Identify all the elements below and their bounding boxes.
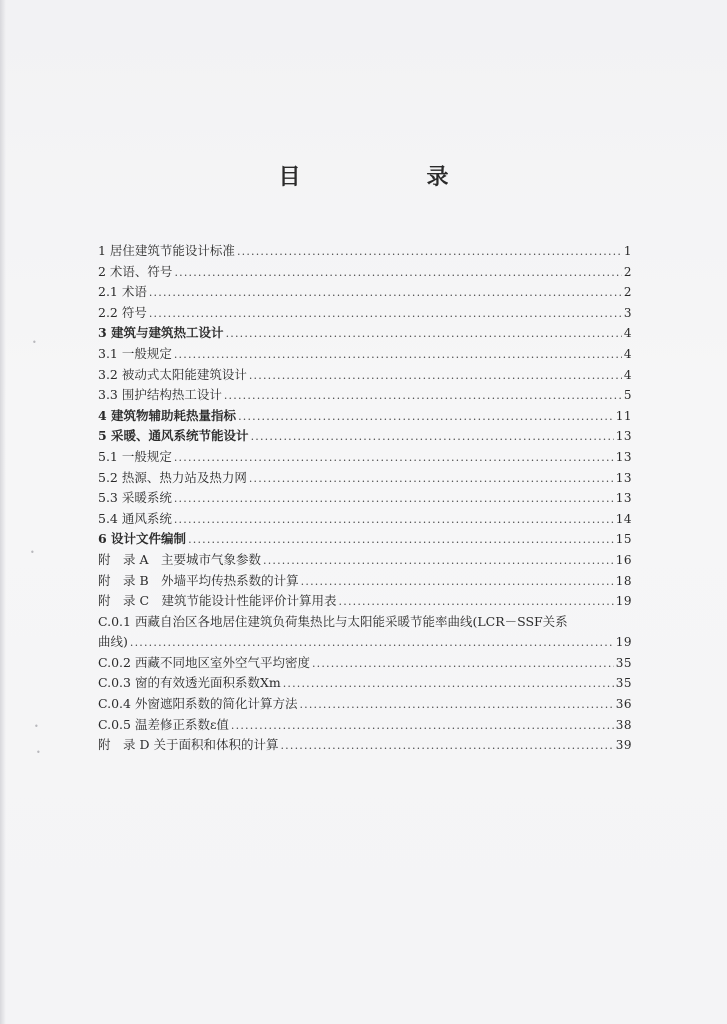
- toc-entry[interactable]: [98, 488, 632, 509]
- toc-entry[interactable]: [98, 715, 632, 736]
- toc-entry-label: 5.4 通风系统: [98, 510, 172, 526]
- toc-entry-page: 13: [615, 449, 632, 464]
- toc-entry-page: 18: [615, 573, 632, 588]
- toc-entry[interactable]: [98, 673, 632, 694]
- toc-entry-page: 38: [615, 717, 632, 732]
- toc-entry-label: C.0.1 西藏自治区各地居住建筑负荷集热比与太阳能采暖节能率曲线(LCR－SSF关系: [98, 613, 568, 629]
- toc-entry[interactable]: [98, 694, 632, 715]
- toc-leader-dots: [301, 575, 614, 588]
- toc-entry-label: 5.1 一般规定: [98, 448, 172, 464]
- scan-speck: •: [36, 748, 41, 757]
- toc-entry-page: 2: [623, 285, 632, 300]
- toc-entry-label: 6 设计文件编制: [98, 531, 187, 547]
- toc-entry-label: C.0.3 窗的有效透光面积系数Xm: [98, 675, 281, 691]
- toc-entry-page: 2: [623, 264, 632, 279]
- toc-entry[interactable]: [98, 550, 632, 571]
- toc-entry-label: 5.3 采暖系统: [98, 490, 172, 506]
- toc-entry[interactable]: [98, 447, 632, 468]
- toc-leader-dots: [231, 719, 614, 732]
- toc-entry-page: 16: [615, 552, 632, 567]
- toc-entry[interactable]: [98, 426, 632, 447]
- toc-leader-dots: [251, 430, 614, 443]
- toc-entry[interactable]: [98, 303, 632, 324]
- toc-leader-dots: [174, 492, 614, 505]
- toc-leader-dots: [339, 595, 614, 608]
- toc-leader-dots: [238, 410, 614, 423]
- toc-entry-page: 4: [623, 367, 632, 382]
- toc-entry[interactable]: [98, 406, 632, 427]
- toc-entry[interactable]: [98, 468, 632, 489]
- toc-entry-page: 14: [615, 511, 632, 526]
- toc-leader-dots: [130, 636, 614, 649]
- toc-entry-page: 3: [623, 305, 632, 320]
- toc-leader-dots: [312, 657, 614, 670]
- toc-entry-label: 2.2 符号: [98, 304, 147, 320]
- toc-leader-dots: [174, 451, 614, 464]
- toc-entry-page: 13: [615, 470, 632, 485]
- toc-leader-dots: [237, 245, 622, 258]
- toc-leader-dots: [299, 698, 613, 711]
- toc-entry-page: 1: [623, 244, 632, 258]
- toc-entry-label: 2 术语、符号: [98, 263, 173, 279]
- toc-leader-dots: [188, 533, 614, 546]
- toc-entry[interactable]: [98, 282, 632, 303]
- scan-speck: •: [30, 548, 35, 557]
- toc-leader-dots: [174, 513, 614, 526]
- toc-entry[interactable]: [98, 241, 632, 262]
- toc-leader-dots: [280, 739, 613, 752]
- toc-entry-page: 11: [615, 408, 632, 423]
- toc-entry[interactable]: [98, 365, 632, 386]
- toc-entry[interactable]: [98, 509, 632, 530]
- toc-leader-dots: [224, 389, 622, 402]
- toc-entry[interactable]: [98, 571, 632, 592]
- toc-entry-label: 附 录 C 建筑节能设计性能评价计算用表: [98, 593, 337, 609]
- toc-entry-label: 曲线): [98, 634, 128, 650]
- toc-entry-page: 4: [623, 346, 632, 361]
- toc-entry[interactable]: [98, 344, 632, 365]
- scan-speck: •: [34, 722, 39, 731]
- toc-entry-label: 附 录 D 关于面积和体积的计算: [98, 737, 279, 753]
- toc-entry-label: 附 录 A 主要城市气象参数: [98, 551, 262, 567]
- toc-entry-page: 35: [615, 655, 632, 670]
- toc-leader-dots: [149, 307, 622, 320]
- toc-entry-page: 5: [623, 388, 632, 403]
- toc-leader-dots: [263, 554, 614, 567]
- toc-entry[interactable]: [98, 591, 632, 612]
- toc-entry-label: 3 建筑与建筑热工设计: [98, 325, 224, 341]
- toc-leader-dots: [249, 472, 614, 485]
- toc-entry-label: 1 居住建筑节能设计标准: [98, 243, 235, 258]
- toc-entry-label: C.0.5 温差修正系数ε值: [98, 716, 229, 732]
- toc-entry-page: 19: [615, 594, 632, 609]
- toc-entry-page: 36: [615, 697, 632, 712]
- scan-speck: •: [32, 338, 37, 347]
- toc-entry-label: 2.1 术语: [98, 284, 147, 300]
- toc-entry-page: 13: [615, 429, 632, 444]
- table-of-contents: [98, 241, 632, 756]
- toc-entry-page: 19: [615, 635, 632, 650]
- toc-entry-label: 3.2 被动式太阳能建筑设计: [98, 366, 247, 382]
- toc-leader-dots: [174, 348, 622, 361]
- toc-leader-dots: [283, 677, 614, 690]
- toc-entry-label: 3.1 一般规定: [98, 345, 172, 361]
- toc-entry[interactable]: [98, 323, 632, 344]
- toc-entry[interactable]: [98, 612, 632, 633]
- toc-entry[interactable]: [98, 653, 632, 674]
- toc-entry-page: 35: [615, 676, 632, 691]
- toc-leader-dots: [174, 266, 621, 279]
- toc-entry-page: 39: [615, 738, 632, 753]
- page-title: 目 录: [278, 164, 501, 190]
- toc-leader-dots: [226, 327, 622, 340]
- toc-leader-dots: [249, 369, 622, 382]
- toc-entry[interactable]: [98, 735, 632, 756]
- toc-entry-label: 4 建筑物辅助耗热量指标: [98, 407, 237, 423]
- toc-entry[interactable]: [98, 385, 632, 406]
- toc-entry-label: C.0.2 西藏不同地区室外空气平均密度: [98, 654, 310, 670]
- toc-entry-label: 3.3 围护结构热工设计: [98, 387, 222, 403]
- toc-leader-dots: [149, 286, 622, 299]
- toc-entry-label: 附 录 B 外墙平均传热系数的计算: [98, 572, 299, 588]
- toc-entry-label: 5 采暖、通风系统节能设计: [98, 428, 249, 444]
- toc-entry-label: C.0.4 外窗遮阳系数的简化计算方法: [98, 696, 298, 712]
- toc-entry-label: 5.2 热源、热力站及热力网: [98, 469, 247, 485]
- toc-entry[interactable]: [98, 529, 632, 550]
- toc-entry-page: 15: [615, 532, 632, 547]
- toc-entry-page: 13: [615, 491, 632, 506]
- toc-entry[interactable]: [98, 262, 632, 283]
- toc-entry[interactable]: [98, 632, 632, 653]
- toc-entry-page: 4: [623, 326, 632, 341]
